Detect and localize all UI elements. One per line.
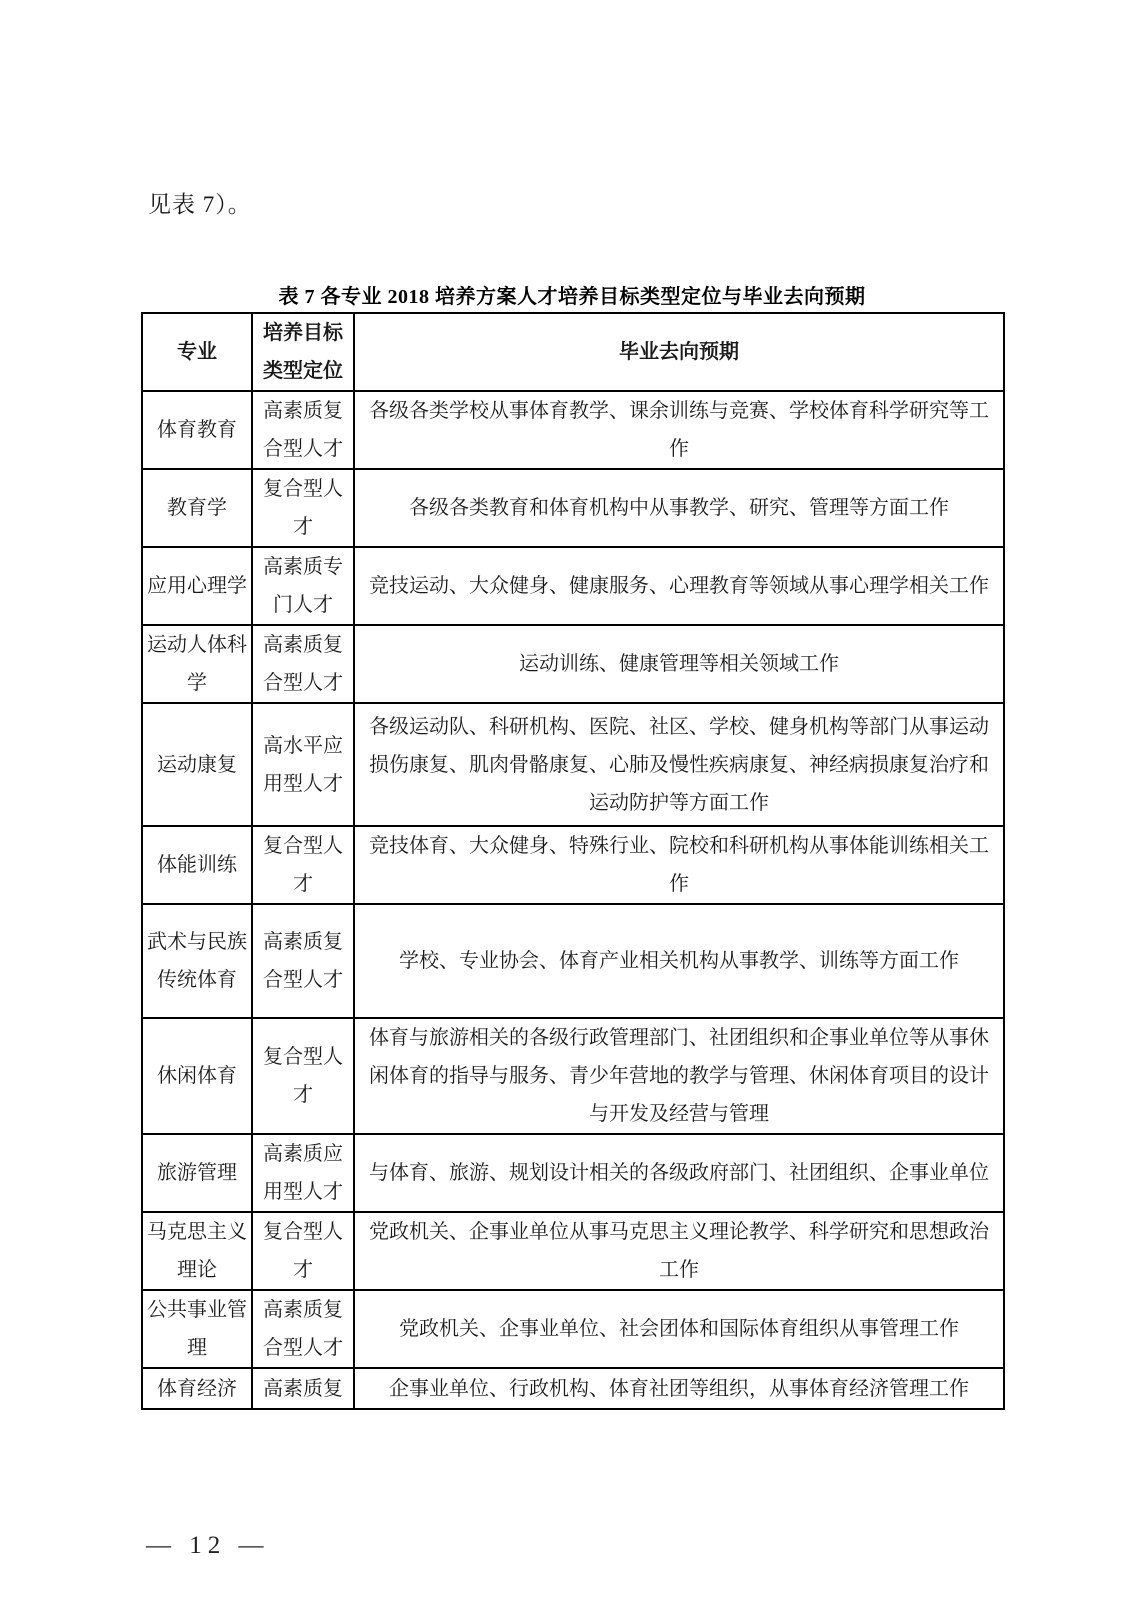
cell-destination: 各级各类学校从事体育教学、课余训练与竞赛、学校体育科学研究等工作 [354,391,1004,469]
cell-destination: 企事业单位、行政机构、体育社团等组织，从事体育经济管理工作 [354,1368,1004,1409]
cell-destination: 体育与旅游相关的各级行政管理部门、社团组织和企事业单位等从事休闲体育的指导与服务、青少年营地的教学与管理、休闲体育项目的设计与开发及经营与管理 [354,1018,1004,1134]
cell-major: 体育经济 [142,1368,252,1409]
column-header-goal-type: 培养目标类型定位 [252,313,354,391]
cell-major: 旅游管理 [142,1134,252,1212]
table-row [142,469,1004,547]
table-row [142,1134,1004,1212]
cell-goal-type: 高水平应用型人才 [252,703,354,826]
cell-major: 教育学 [142,469,252,547]
cell-goal-type: 复合型人才 [252,1212,354,1290]
cell-goal-type: 高素质复合型人才 [252,625,354,703]
cell-goal-type: 复合型人才 [252,1018,354,1134]
intro-text: 见表 7）。 [148,192,252,217]
cell-goal-type: 高素质复 [252,1368,354,1409]
cell-goal-type: 高素质复合型人才 [252,391,354,469]
cell-major: 公共事业管理 [142,1290,252,1368]
table-row [142,703,1004,826]
cell-goal-type: 高素质复合型人才 [252,904,354,1018]
cell-goal-type: 高素质专门人才 [252,547,354,625]
table-row [142,547,1004,625]
cell-goal-type: 高素质应用型人才 [252,1134,354,1212]
cell-major: 休闲体育 [142,1018,252,1134]
table-row [142,1018,1004,1134]
table-row [142,904,1004,1018]
cell-major: 运动人体科学 [142,625,252,703]
cell-destination: 党政机关、企事业单位从事马克思主义理论教学、科学研究和思想政治工作 [354,1212,1004,1290]
table-row [142,826,1004,904]
cell-destination: 各级运动队、科研机构、医院、社区、学校、健身机构等部门从事运动损伤康复、肌肉骨骼康复、心肺及慢性疾病康复、神经病损康复治疗和运动防护等方面工作 [354,703,1004,826]
cell-major: 马克思主义理论 [142,1212,252,1290]
table-header-row [142,313,1004,391]
cell-major: 武术与民族传统体育 [142,904,252,1018]
cell-major: 体育教育 [142,391,252,469]
column-header-destination: 毕业去向预期 [354,313,1004,391]
cell-destination: 竞技体育、大众健身、特殊行业、院校和科研机构从事体能训练相关工作 [354,826,1004,904]
table-row [142,1212,1004,1290]
column-header-major: 专业 [142,313,252,391]
table-row [142,1290,1004,1368]
table-row [142,625,1004,703]
cell-destination: 各级各类教育和体育机构中从事教学、研究、管理等方面工作 [354,469,1004,547]
cell-destination: 运动训练、健康管理等相关领域工作 [354,625,1004,703]
cell-major: 运动康复 [142,703,252,826]
table-row [142,391,1004,469]
cell-destination: 竞技运动、大众健身、健康服务、心理教育等领域从事心理学相关工作 [354,547,1004,625]
majors-table [141,312,1005,1410]
cell-major: 应用心理学 [142,547,252,625]
cell-goal-type: 复合型人才 [252,826,354,904]
cell-destination: 学校、专业协会、体育产业相关机构从事教学、训练等方面工作 [354,904,1004,1018]
cell-destination: 党政机关、企事业单位、社会团体和国际体育组织从事管理工作 [354,1290,1004,1368]
cell-goal-type: 复合型人才 [252,469,354,547]
cell-destination: 与体育、旅游、规划设计相关的各级政府部门、社团组织、企事业单位 [354,1134,1004,1212]
table-title: 表 7 各专业 2018 培养方案人才培养目标类型定位与毕业去向预期 [278,286,866,308]
cell-goal-type: 高素质复合型人才 [252,1290,354,1368]
table-row-clipped [142,1368,1004,1409]
cell-major: 体能训练 [142,826,252,904]
page-number: — 12 — [146,1532,270,1559]
